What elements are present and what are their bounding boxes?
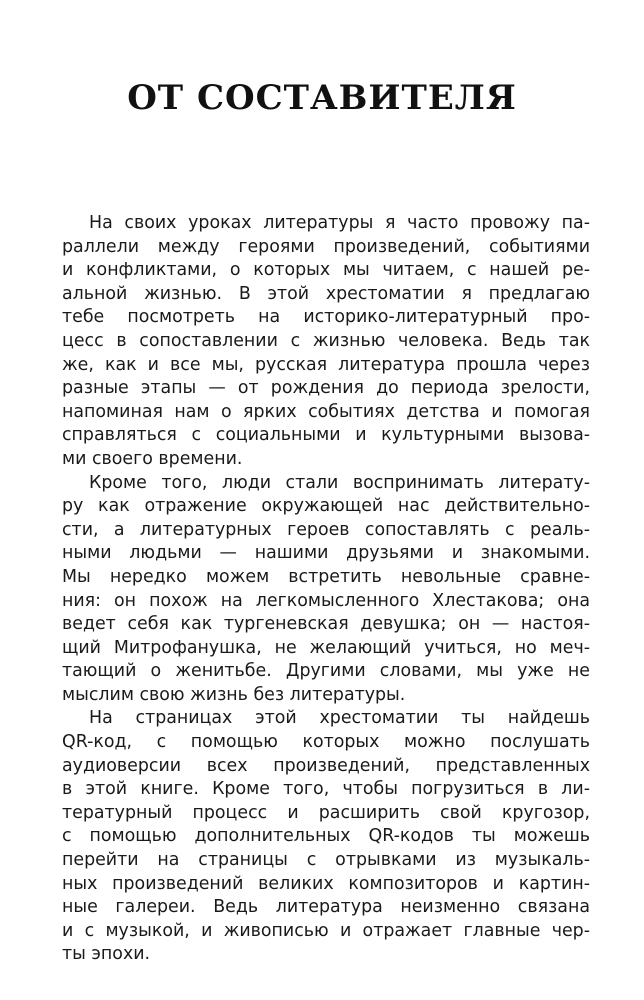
- text-line: в этой книге. Кроме того, чтобы погрузиться в ли-: [62, 779, 590, 800]
- text-line: Кроме того, люди стали воспринимать литерату-: [89, 472, 590, 493]
- paragraph-3: [62, 707, 590, 967]
- text-line: перейти на страницы с отрывками из музыкаль-: [62, 850, 590, 871]
- text-line: ру как отражение окружающей нас действительно-: [62, 496, 590, 517]
- text-line: цесс в сопоставлении с жизнью человека. Ведь так: [62, 330, 590, 351]
- text-line: Мы нередко можем встретить невольные сравне-: [62, 566, 590, 587]
- body-text: [62, 212, 590, 967]
- text-line: напоминая нам о ярких событиях детства и помогая: [62, 401, 590, 422]
- text-line: и с музыкой, и живописью и отражает главные чер-: [62, 920, 590, 941]
- text-line: QR-код, с помощью которых можно послушать: [62, 732, 590, 753]
- text-line: ты эпохи.: [62, 944, 151, 965]
- text-line: тающий о женитьбе. Другими словами, мы уже не: [62, 661, 590, 682]
- text-line: ведет себя как тургеневская девушка; он — настоя-: [62, 614, 590, 635]
- text-line: же, как и все мы, русская литература прошла через: [62, 354, 590, 375]
- page-title: ОТ СОСТАВИТЕЛЯ: [127, 78, 517, 118]
- text-line: с помощью дополнительных QR-кодов ты можешь: [62, 826, 590, 847]
- text-line: альной жизнью. В этой хрестоматии я предлагаю: [62, 283, 590, 304]
- text-line: раллели между героями произведений, событиями: [62, 236, 590, 257]
- paragraph-2: [62, 472, 590, 708]
- text-line: аудиоверсии всех произведений, представленных: [62, 755, 590, 776]
- text-line: ми своего времени.: [62, 448, 243, 469]
- text-line: На своих уроках литературы я часто провожу па-: [89, 213, 590, 233]
- text-line: мыслим свою жизнь без литературы.: [62, 684, 406, 705]
- text-line: ных произведений великих композиторов и картин-: [62, 873, 590, 894]
- text-line: сти, а литературных героев сопоставлять с реаль-: [62, 519, 590, 540]
- text-line: и конфликтами, о которых мы читаем, с нашей ре-: [62, 260, 590, 281]
- text-line: справляться с социальными и культурными вызова-: [62, 425, 590, 446]
- text-line: ными людьми — нашими друзьями и знакомыми.: [62, 543, 590, 564]
- text-line: На страницах этой хрестоматии ты найдешь: [89, 708, 590, 729]
- paragraph-1: [62, 212, 590, 472]
- text-line: разные этапы — от рождения до периода зрелости,: [62, 378, 590, 399]
- text-line: тебе посмотреть на историко-литературный про-: [62, 307, 590, 328]
- text-line: ния: он похож на легкомысленного Хлестакова; она: [62, 590, 590, 611]
- text-line: щий Митрофанушка, не желающий учиться, но меч-: [62, 637, 590, 658]
- text-line: тературный процесс и расширить свой кругозор,: [62, 802, 590, 823]
- text-line: ные галереи. Ведь литература неизменно связана: [62, 897, 590, 918]
